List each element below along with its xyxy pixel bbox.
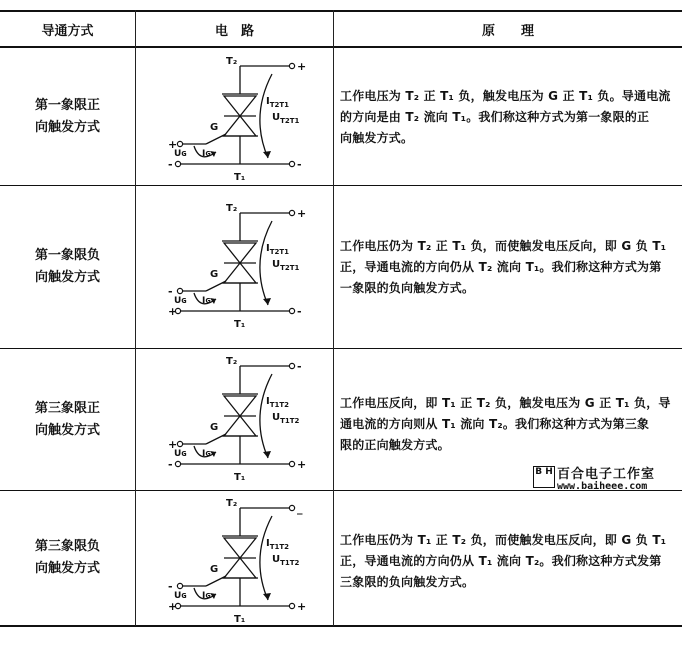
- top-terminal-sign: _: [297, 502, 303, 515]
- principle-line: 限的正向触发方式。: [340, 438, 450, 452]
- terminal-dot: [177, 288, 182, 293]
- gate-terminal-sign: -: [168, 285, 173, 298]
- principle-line: 一象限的负向触发方式。: [340, 281, 475, 295]
- mode-line: 向触发方式: [34, 119, 100, 135]
- gate-current-label: Iɢ: [202, 296, 211, 306]
- gate-label: G: [210, 422, 219, 433]
- logo-name: 百合电子工作室: [557, 467, 656, 482]
- terminal-dot: [289, 308, 294, 313]
- main-voltage-label: $U_{T2T1}$: [272, 112, 300, 125]
- t2-label: T₂: [226, 498, 238, 509]
- mode-label-row4: [0, 491, 135, 625]
- gate-return-sign: -: [168, 458, 173, 471]
- mode-line: 第三象限正: [34, 400, 100, 416]
- mode-label-row2: [0, 186, 135, 348]
- gate-terminal-sign: -: [168, 580, 173, 593]
- gate-return-sign: +: [168, 305, 178, 318]
- triac-lower-diode: [224, 116, 256, 136]
- terminal-dot: [175, 161, 180, 166]
- header-mode: 导通方式: [41, 23, 94, 39]
- triac-lower-diode: [224, 558, 256, 578]
- terminal-dot: [289, 363, 294, 368]
- mode-line: 向触发方式: [34, 270, 100, 285]
- column-divider: [135, 10, 136, 626]
- gate-return-sign: -: [168, 158, 173, 171]
- terminal-dot: [177, 141, 182, 146]
- t2-label: T₂: [226, 203, 238, 214]
- triac-upper-diode: [224, 96, 256, 116]
- gate-lead: [206, 434, 226, 444]
- terminal-dot: [289, 63, 294, 68]
- principle-text-row1: [340, 86, 673, 149]
- circuit-diagram-row2: [150, 199, 330, 359]
- t2-label: T₂: [226, 56, 238, 67]
- circuit-diagram-row3: [150, 352, 330, 512]
- triac-upper-diode: [224, 538, 256, 558]
- gate-voltage-label: Uɢ: [174, 591, 187, 601]
- gate-voltage-label: Uɢ: [174, 149, 187, 159]
- principle-line: 正，导通电流的方向仍从 T₂ 流向 T₁。我们称这种方式为第: [340, 260, 662, 274]
- circuit-diagram-row1: [150, 52, 330, 212]
- t1-label: T₁: [234, 319, 246, 330]
- gate-label: G: [210, 269, 219, 280]
- main-current-arrow: [260, 74, 272, 158]
- triac-lower-diode: [224, 263, 256, 283]
- bottom-terminal-sign: +: [297, 458, 307, 471]
- gate-return-sign: +: [168, 600, 178, 613]
- terminal-dot: [177, 441, 182, 446]
- principle-line: 正，导通电流的方向仍从 T₁ 流向 T₂。我们称这种方式发第: [340, 554, 662, 568]
- main-current-label: $I_{T2T1}$: [266, 243, 290, 256]
- gate-voltage-label: Uɢ: [174, 296, 187, 306]
- mode-line: 第三象限负: [34, 539, 100, 554]
- logo-mark-text: B H: [535, 467, 553, 477]
- header-circuit: 电 路: [214, 23, 254, 39]
- principle-line: 工作电压为 T₂ 正 T₁ 负，触发电压为 G 正 T₁ 负。导通电流: [340, 89, 671, 103]
- header-principle: 原 理: [481, 23, 534, 39]
- gate-current-label: Iɢ: [202, 449, 211, 459]
- main-current-label: $I_{T1T2}$: [266, 538, 290, 551]
- triac-lower-diode: [224, 416, 256, 436]
- gate-current-label: Iɢ: [202, 591, 211, 601]
- terminal-dot: [289, 603, 294, 608]
- main-current-arrow: [260, 374, 272, 458]
- top-terminal-sign: +: [297, 207, 307, 220]
- mode-line: 向触发方式: [34, 561, 100, 576]
- column-divider: [333, 10, 334, 626]
- terminal-dot: [289, 210, 294, 215]
- gate-current-label: Iɢ: [202, 149, 211, 159]
- principle-text-row3: [340, 393, 673, 456]
- circuit-diagram-row4: [150, 494, 330, 654]
- principle-line: 工作电压仍为 T₂ 正 T₁ 负，而使触发电压反向，即 G 负 T₁: [340, 239, 667, 253]
- gate-lead: [206, 576, 226, 586]
- main-voltage-label: $U_{T1T2}$: [272, 554, 300, 567]
- main-current-label: $I_{T2T1}$: [266, 96, 290, 109]
- t2-label: T₂: [226, 356, 238, 367]
- principle-line: 的方向是由 T₂ 流向 T₁。我们称这种方式为第一象限的正: [340, 110, 650, 124]
- logo-url: www.baiheee.com: [557, 481, 648, 492]
- gate-label: G: [210, 564, 219, 575]
- top-terminal-sign: +: [297, 60, 307, 73]
- main-current-label: $I_{T1T2}$: [266, 396, 290, 409]
- principle-text-row4: [340, 530, 673, 593]
- principle-line: 工作电压仍为 T₁ 正 T₂ 负，而使触发电压反向，即 G 负 T₁: [340, 533, 667, 547]
- t1-label: T₁: [234, 172, 246, 183]
- mode-line: 第一象限负: [34, 248, 100, 263]
- principle-line: 通电流的方向则从 T₁ 流向 T₂。我们称这种方式为第三象: [340, 417, 650, 431]
- gate-lead: [206, 281, 226, 291]
- logo-mark: [533, 466, 555, 488]
- gate-terminal-sign: +: [168, 138, 178, 151]
- top-terminal-sign: -: [297, 360, 302, 373]
- gate-lead: [206, 134, 226, 144]
- gate-label: G: [210, 122, 219, 133]
- terminal-dot: [289, 161, 294, 166]
- t1-label: T₁: [234, 614, 246, 625]
- principle-line: 向触发方式。: [340, 131, 414, 145]
- principle-text-row2: [340, 236, 673, 299]
- watermark-logo: [533, 463, 678, 495]
- bottom-terminal-sign: -: [297, 158, 302, 171]
- t1-label: T₁: [234, 472, 246, 483]
- main-voltage-label: $U_{T1T2}$: [272, 412, 300, 425]
- gate-terminal-sign: +: [168, 438, 178, 451]
- triac-upper-diode: [224, 396, 256, 416]
- main-current-arrow: [260, 516, 272, 600]
- terminal-dot: [289, 461, 294, 466]
- terminal-dot: [175, 461, 180, 466]
- mode-label-row3: [0, 349, 135, 490]
- bottom-terminal-sign: +: [297, 600, 307, 613]
- mode-line: 第一象限正: [34, 97, 100, 113]
- principle-line: 工作电压反向，即 T₁ 正 T₂ 负，触发电压为 G 正 T₁ 负，导: [340, 396, 671, 410]
- bottom-terminal-sign: -: [297, 305, 302, 318]
- principle-line: 三象限的负向触发方式。: [340, 575, 475, 589]
- terminal-dot: [289, 505, 294, 510]
- table-bottom-rule: [0, 625, 682, 627]
- main-current-arrow: [260, 221, 272, 305]
- terminal-dot: [177, 583, 182, 588]
- mode-label-row1: [0, 48, 135, 185]
- gate-voltage-label: Uɢ: [174, 449, 187, 459]
- main-voltage-label: $U_{T2T1}$: [272, 259, 300, 272]
- mode-line: 向触发方式: [34, 422, 100, 438]
- triac-upper-diode: [224, 243, 256, 263]
